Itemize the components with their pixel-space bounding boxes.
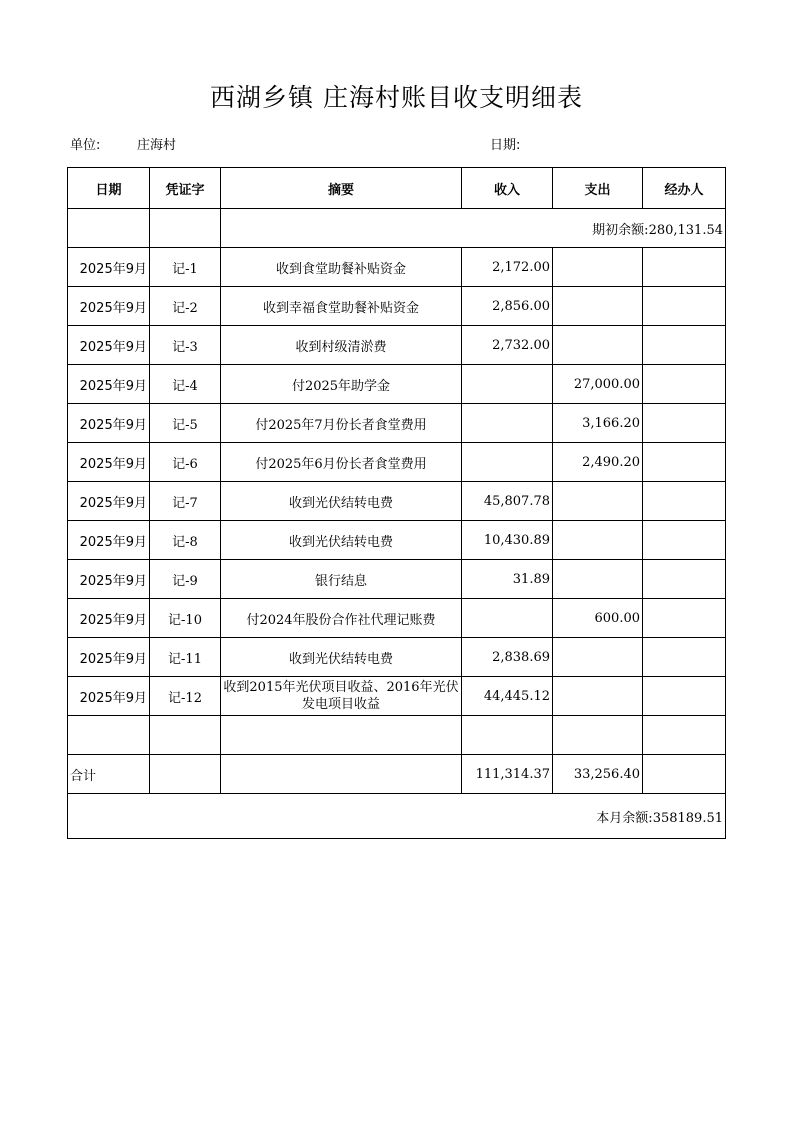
cell-expense	[553, 677, 643, 716]
table-row	[68, 365, 726, 404]
ledger-table	[67, 167, 726, 839]
cell-income: 44,445.12	[462, 677, 553, 716]
cell-date: 2025年9月	[68, 404, 150, 443]
cell-handler	[643, 521, 726, 560]
cell-voucher: 记-3	[150, 326, 221, 365]
cell-summary: 收到2015年光伏项目收益、2016年光伏发电项目收益	[221, 677, 462, 716]
header-expense: 支出	[553, 168, 643, 209]
table-row	[68, 248, 726, 287]
cell-voucher: 记-7	[150, 482, 221, 521]
cell-summary: 付2025年助学金	[221, 365, 462, 404]
cell-summary: 收到光伏结转电费	[221, 521, 462, 560]
cell-income: 10,430.89	[462, 521, 553, 560]
total-expense: 33,256.40	[553, 755, 643, 794]
cell-date: 2025年9月	[68, 638, 150, 677]
header-voucher: 凭证字	[150, 168, 221, 209]
cell-summary: 收到光伏结转电费	[221, 482, 462, 521]
cell-income	[462, 404, 553, 443]
cell-voucher: 记-11	[150, 638, 221, 677]
empty-cell	[553, 716, 643, 755]
cell-income: 31.89	[462, 560, 553, 599]
cell-date: 2025年9月	[68, 326, 150, 365]
cell-expense	[553, 521, 643, 560]
table-row	[68, 404, 726, 443]
opening-balance-value: 280,131.54	[648, 222, 723, 238]
total-empty-voucher	[150, 755, 221, 794]
cell-handler	[643, 560, 726, 599]
cell-expense	[553, 638, 643, 677]
cell-summary: 收到村级清淤费	[221, 326, 462, 365]
cell-handler	[643, 326, 726, 365]
opening-balance-cell	[221, 209, 726, 248]
empty-cell	[68, 716, 150, 755]
total-row	[68, 755, 726, 794]
cell-income: 2,172.00	[462, 248, 553, 287]
cell-date: 2025年9月	[68, 443, 150, 482]
unit-label: 单位:	[70, 138, 101, 153]
cell-expense: 3,166.20	[553, 404, 643, 443]
cell-date: 2025年9月	[68, 560, 150, 599]
cell-expense: 27,000.00	[553, 365, 643, 404]
cell-handler	[643, 365, 726, 404]
total-label: 合计	[68, 755, 150, 794]
cell-handler	[643, 248, 726, 287]
table-row	[68, 521, 726, 560]
header-income: 收入	[462, 168, 553, 209]
table-row	[68, 482, 726, 521]
closing-balance-row	[68, 794, 726, 839]
cell-voucher: 记-5	[150, 404, 221, 443]
page-title: 西湖乡镇 庄海村账目收支明细表	[210, 83, 583, 112]
closing-balance-value: 358189.51	[652, 810, 723, 826]
cell-expense	[553, 326, 643, 365]
cell-date: 2025年9月	[68, 482, 150, 521]
cell-summary: 付2024年股份合作社代理记账费	[221, 599, 462, 638]
date-label: 日期:	[490, 138, 521, 153]
cell-summary: 付2025年6月份长者食堂费用	[221, 443, 462, 482]
cell-income: 2,732.00	[462, 326, 553, 365]
opening-balance-label: 期初余额:	[592, 222, 649, 238]
empty-cell	[462, 716, 553, 755]
cell-summary: 收到食堂助餐补贴资金	[221, 248, 462, 287]
cell-expense: 2,490.20	[553, 443, 643, 482]
table-row	[68, 677, 726, 716]
opening-empty-date	[68, 209, 150, 248]
cell-handler	[643, 599, 726, 638]
total-empty-summary	[221, 755, 462, 794]
opening-empty-voucher	[150, 209, 221, 248]
empty-cell	[150, 716, 221, 755]
cell-handler	[643, 404, 726, 443]
cell-summary: 收到幸福食堂助餐补贴资金	[221, 287, 462, 326]
table-row	[68, 638, 726, 677]
cell-handler	[643, 677, 726, 716]
cell-voucher: 记-8	[150, 521, 221, 560]
unit-value: 庄海村	[137, 138, 177, 153]
cell-date: 2025年9月	[68, 521, 150, 560]
cell-voucher: 记-9	[150, 560, 221, 599]
cell-summary: 付2025年7月份长者食堂费用	[221, 404, 462, 443]
header-date: 日期	[68, 168, 150, 209]
opening-balance-row	[68, 209, 726, 248]
cell-income	[462, 443, 553, 482]
header-summary: 摘要	[221, 168, 462, 209]
total-income: 111,314.37	[462, 755, 553, 794]
table-row	[68, 287, 726, 326]
cell-date: 2025年9月	[68, 677, 150, 716]
cell-date: 2025年9月	[68, 599, 150, 638]
cell-expense	[553, 482, 643, 521]
table-header-row	[68, 168, 726, 209]
cell-income: 2,838.69	[462, 638, 553, 677]
cell-income	[462, 365, 553, 404]
cell-handler	[643, 638, 726, 677]
empty-cell	[643, 716, 726, 755]
total-empty-handler	[643, 755, 726, 794]
empty-cell	[221, 716, 462, 755]
cell-summary: 收到光伏结转电费	[221, 638, 462, 677]
cell-expense	[553, 287, 643, 326]
cell-handler	[643, 287, 726, 326]
cell-voucher: 记-6	[150, 443, 221, 482]
cell-handler	[643, 482, 726, 521]
table-row	[68, 560, 726, 599]
cell-voucher: 记-10	[150, 599, 221, 638]
cell-voucher: 记-2	[150, 287, 221, 326]
closing-balance-cell	[68, 794, 726, 839]
cell-expense	[553, 248, 643, 287]
table-row	[68, 443, 726, 482]
header-handler: 经办人	[643, 168, 726, 209]
cell-expense: 600.00	[553, 599, 643, 638]
table-row	[68, 326, 726, 365]
cell-handler	[643, 443, 726, 482]
empty-row	[68, 716, 726, 755]
cell-date: 2025年9月	[68, 287, 150, 326]
closing-balance-label: 本月余额:	[596, 810, 653, 826]
cell-income: 45,807.78	[462, 482, 553, 521]
cell-income	[462, 599, 553, 638]
table-row	[68, 599, 726, 638]
cell-voucher: 记-1	[150, 248, 221, 287]
cell-expense	[553, 560, 643, 599]
cell-summary: 银行结息	[221, 560, 462, 599]
cell-voucher: 记-4	[150, 365, 221, 404]
cell-income: 2,856.00	[462, 287, 553, 326]
cell-date: 2025年9月	[68, 248, 150, 287]
cell-voucher: 记-12	[150, 677, 221, 716]
cell-date: 2025年9月	[68, 365, 150, 404]
